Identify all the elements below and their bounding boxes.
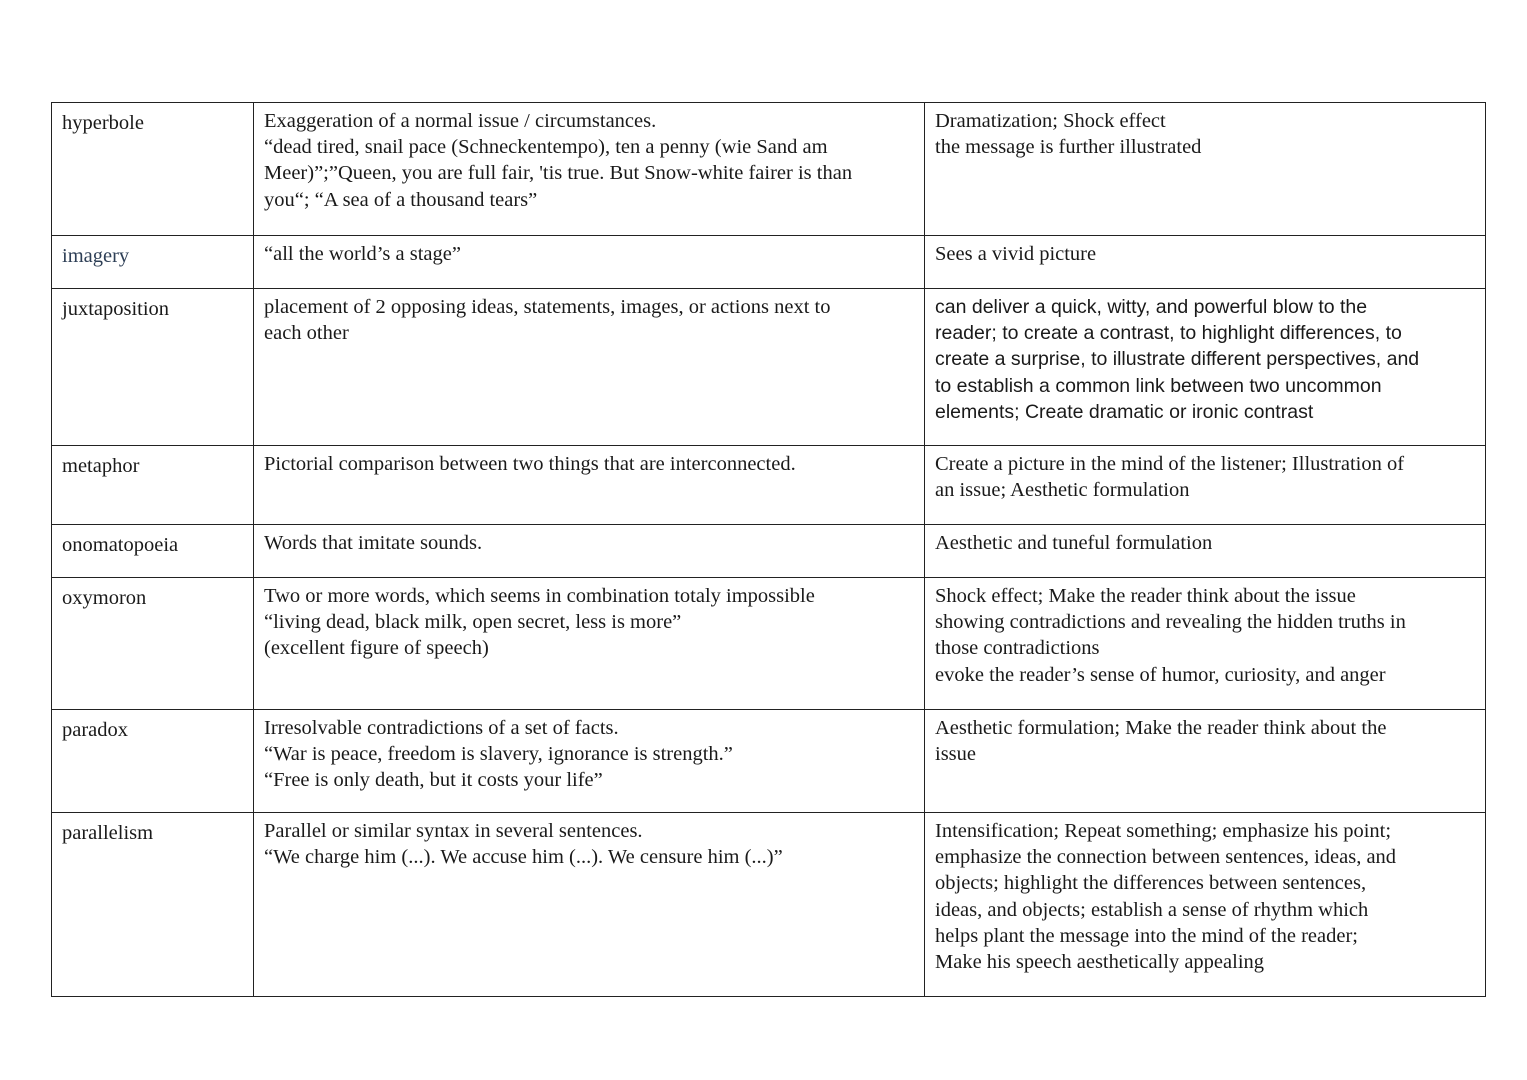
term-label: metaphor [62, 455, 140, 477]
definition-cell [254, 289, 925, 446]
effect-line: Shock effect; Make the reader think about the issue [935, 585, 1356, 607]
effect-line: Sees a vivid picture [935, 243, 1097, 265]
effect-line: Make his speech aesthetically appealing [935, 951, 1265, 974]
definition-cell [254, 813, 925, 997]
definition-line: Parallel or similar syntax in several sentences. [264, 820, 643, 842]
effect-line: Aesthetic and tuneful formulation [935, 532, 1213, 554]
effect-line: Intensification; Repeat something; emphasize his point; [935, 820, 1392, 842]
table-row [52, 289, 1486, 446]
term-label: onomatopoeia [62, 534, 179, 556]
definition-line: (excellent figure of speech) [264, 637, 489, 660]
effect-line: an issue; Aesthetic formulation [935, 479, 1190, 502]
effect-line: Aesthetic formulation; Make the reader think about the [935, 717, 1387, 739]
table-row [52, 710, 1486, 813]
effect-line: those contradictions [935, 637, 1100, 660]
definition-cell [254, 578, 925, 710]
effect-line: elements; Create dramatic or ironic contrast [935, 400, 1314, 423]
effect-line: Dramatization; Shock effect [935, 110, 1166, 132]
term-label: juxtaposition [62, 298, 170, 320]
definition-line: “all the world’s a stage” [264, 243, 461, 265]
term-label: hyperbole [62, 112, 144, 134]
term-cell [52, 446, 254, 525]
term-label: imagery [62, 245, 130, 267]
definition-line: each other [264, 322, 349, 345]
effect-line: issue [935, 743, 976, 766]
effect-line: reader; to create a contrast, to highlight differences, to [935, 322, 1402, 345]
table-row [52, 813, 1486, 997]
definition-line: “War is peace, freedom is slavery, ignorance is strength.” [264, 743, 733, 766]
stylistic-devices-table [51, 102, 1486, 997]
definition-cell [254, 525, 925, 578]
effect-cell [925, 525, 1486, 578]
definition-line: “We charge him (...). We accuse him (...). We censure him (...)” [264, 846, 783, 869]
table-row [52, 103, 1486, 236]
table-row [52, 446, 1486, 525]
term-label: paradox [62, 719, 129, 741]
effect-cell [925, 289, 1486, 446]
effect-line: Create a picture in the mind of the listener; Illustration of [935, 453, 1405, 475]
effect-line: ideas, and objects; establish a sense of rhythm which [935, 898, 1369, 921]
definition-line: “Free is only death, but it costs your life” [264, 769, 603, 792]
effect-line: showing contradictions and revealing the hidden truths in [935, 611, 1406, 634]
effect-line: to establish a common link between two uncommon [935, 374, 1382, 397]
term-cell [52, 103, 254, 236]
table-row [52, 525, 1486, 578]
definition-line: Irresolvable contradictions of a set of facts. [264, 717, 619, 739]
definition-line: placement of 2 opposing ideas, statements, images, or actions next to [264, 296, 831, 318]
table-row [52, 236, 1486, 289]
definition-line: Words that imitate sounds. [264, 532, 483, 554]
definition-line: you“; “A sea of a thousand tears” [264, 188, 538, 211]
term-cell [52, 525, 254, 578]
definition-cell [254, 710, 925, 813]
effect-cell [925, 578, 1486, 710]
definition-cell [254, 236, 925, 289]
effect-cell [925, 103, 1486, 236]
term-cell [52, 710, 254, 813]
definition-line: “dead tired, snail pace (Schneckentempo), ten a penny (wie Sand am [264, 136, 828, 159]
effect-cell [925, 813, 1486, 997]
effect-line: can deliver a quick, witty, and powerful blow to the [935, 296, 1368, 318]
definition-line: “living dead, black milk, open secret, less is more” [264, 611, 682, 634]
term-cell [52, 236, 254, 289]
effect-cell [925, 236, 1486, 289]
definition-line: Two or more words, which seems in combination totaly impossible [264, 585, 815, 607]
effect-line: evoke the reader’s sense of humor, curiosity, and anger [935, 663, 1386, 686]
table-row [52, 578, 1486, 710]
effect-line: emphasize the connection between sentences, ideas, and [935, 846, 1397, 869]
effect-line: create a surprise, to illustrate different perspectives, and [935, 348, 1420, 371]
definition-line: Meer)”;”Queen, you are full fair, 'tis true. But Snow-white fairer is than [264, 162, 853, 185]
term-label: oxymoron [62, 587, 147, 609]
term-cell [52, 578, 254, 710]
effect-cell [925, 446, 1486, 525]
definition-cell [254, 103, 925, 236]
effect-line: objects; highlight the differences between sentences, [935, 872, 1367, 895]
effect-line: helps plant the message into the mind of the reader; [935, 924, 1358, 947]
effect-line: the message is further illustrated [935, 136, 1202, 159]
term-cell [52, 813, 254, 997]
term-label: parallelism [62, 822, 154, 844]
definition-line: Exaggeration of a normal issue / circumstances. [264, 110, 657, 132]
definition-line: Pictorial comparison between two things that are interconnected. [264, 453, 796, 475]
effect-cell [925, 710, 1486, 813]
definition-cell [254, 446, 925, 525]
term-cell [52, 289, 254, 446]
